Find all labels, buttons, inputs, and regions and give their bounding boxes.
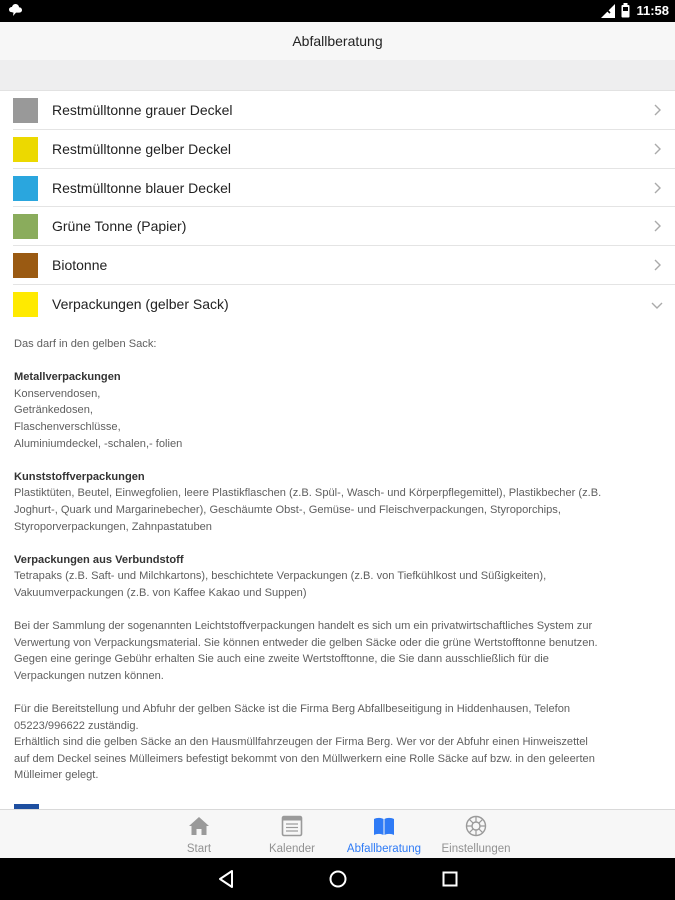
color-swatch [13,292,38,317]
paragraph-system [14,618,662,684]
chevron-right-icon [652,220,662,232]
section-kunststoff [14,469,662,535]
tab-abfallberatung[interactable] [336,810,432,859]
status-bar [0,0,675,22]
signal-icon [601,4,615,18]
notification-icon [9,4,22,17]
section-line: Styroporverpackungen, Zahnpastatuben [14,520,212,533]
book-icon [372,814,396,838]
category-label: Restmülltonne grauer Deckel [52,102,233,118]
chevron-right-icon [652,104,662,116]
section-line: Konservendosen, [14,387,101,400]
home-button-icon[interactable] [328,869,348,889]
detail-content [14,336,662,801]
color-swatch [13,214,38,239]
section-heading: Kunststoffverpackungen [14,470,145,483]
tab-label: Start [186,843,212,855]
paragraph-line: auf dem Deckel seines Mülleimers befestigt bekommt von den Müllwerkern eine Rolle Säcke auf bzw. in den geleerten [14,752,595,765]
paragraph-line: Mülleimer gelegt. [14,769,99,782]
category-item-restmuell-grau[interactable] [13,91,675,130]
paragraph-line: 05223/996622 zuständig. [14,719,139,732]
calendar-icon [280,814,304,838]
section-line: Joghurt-, Quark und Margarinebecher), Geschäumte Obst-, Gemüse- und Fleischverpackungen, Styroporchips, [14,503,561,516]
category-label: Grüne Tonne (Papier) [52,218,187,235]
section-line: Plastiktüten, Beutel, Einwegfolien, leere Plastikflaschen (z.B. Spül-, Wasch- und Körperpflegemittel), Plastikbecher (z.B. [14,487,602,500]
category-item-verpackungen[interactable] [13,285,675,324]
section-line: Flaschenverschlüsse, [14,420,121,433]
section-heading: Metallverpackungen [14,371,121,384]
paragraph-line: Bei der Sammlung der sogenannten Leichtstoffverpackungen handelt es sich um ein privatwirtschaftliches System zur [14,620,593,633]
category-item-restmuell-gelb[interactable] [13,130,675,169]
section-line: Vakuumverpackungen (z.B. von Kaffee Kakao und Suppen) [14,586,307,599]
color-swatch [13,137,38,162]
settings-icon [464,814,488,838]
chevron-right-icon [652,182,662,194]
category-label: Biotonne [52,257,108,274]
tab-label: Kalender [268,843,316,855]
recents-icon[interactable] [441,869,459,889]
tab-einstellungen[interactable] [428,810,524,859]
section-line: Aluminiumdeckel, -schalen,- folien [14,437,183,450]
chevron-right-icon [652,259,662,271]
chevron-down-icon [651,300,663,310]
paragraph-line: Verwertung von Verpackungsmaterial. Sie können entweder die gelben Säcke oder die grüne Wertstofftonne benutzen. [14,636,598,649]
color-swatch [13,253,38,278]
section-line: Tetrapaks (z.B. Saft- und Milchkartons), beschichtete Verpackungen (z.B. von Tiefkühlkost und Süßigkeiten), [14,570,547,583]
section-heading: Verpackungen aus Verbundstoff [14,553,184,566]
chevron-right-icon [652,143,662,155]
intro-text: Das darf in den gelben Sack: [14,338,157,350]
tab-kalender[interactable] [244,810,340,859]
category-item-gruene-tonne[interactable] [13,207,675,246]
tab-start[interactable] [151,810,247,859]
category-list [0,91,675,324]
category-item-restmuell-blau[interactable] [13,169,675,208]
system-nav-bar [0,858,675,900]
header-band [0,60,675,91]
paragraph-line: Gegen eine geringe Gebühr erhalten Sie auch eine zweite Wertstofftonne, die Sie dann ausschließlich für die [14,653,549,666]
color-swatch [13,98,38,123]
category-label: Verpackungen (gelber Sack) [52,295,229,312]
battery-icon [621,3,630,18]
home-icon [187,814,211,838]
paragraph-abfuhr [14,701,662,784]
color-swatch [13,176,38,201]
clock: 11:58 [636,3,669,18]
page-title: Abfallberatung [0,22,675,60]
tab-label: Abfallberatung [346,843,422,855]
back-icon[interactable] [217,869,235,889]
section-verbundstoff [14,552,662,602]
paragraph-line: Für die Bereitstellung und Abfuhr der gelben Säcke ist die Firma Berg Abfallbeseitigung in Hiddenhausen, Telefon [14,703,571,716]
paragraph-line: Erhältlich sind die gelben Säcke an den Hausmüllfahrzeugen der Firma Berg. Wer vor der Abfuhr einen Hinweiszettel [14,736,588,749]
section-line: Getränkedosen, [14,404,93,417]
tab-label: Einstellungen [441,843,511,855]
category-item-biotonne[interactable] [13,246,675,285]
section-metall [14,369,662,452]
tab-bar [0,809,675,858]
paragraph-line: Verpackungen nutzen können. [14,669,164,682]
category-label: Restmülltonne gelber Deckel [52,140,231,157]
category-label: Restmülltonne blauer Deckel [52,179,231,196]
